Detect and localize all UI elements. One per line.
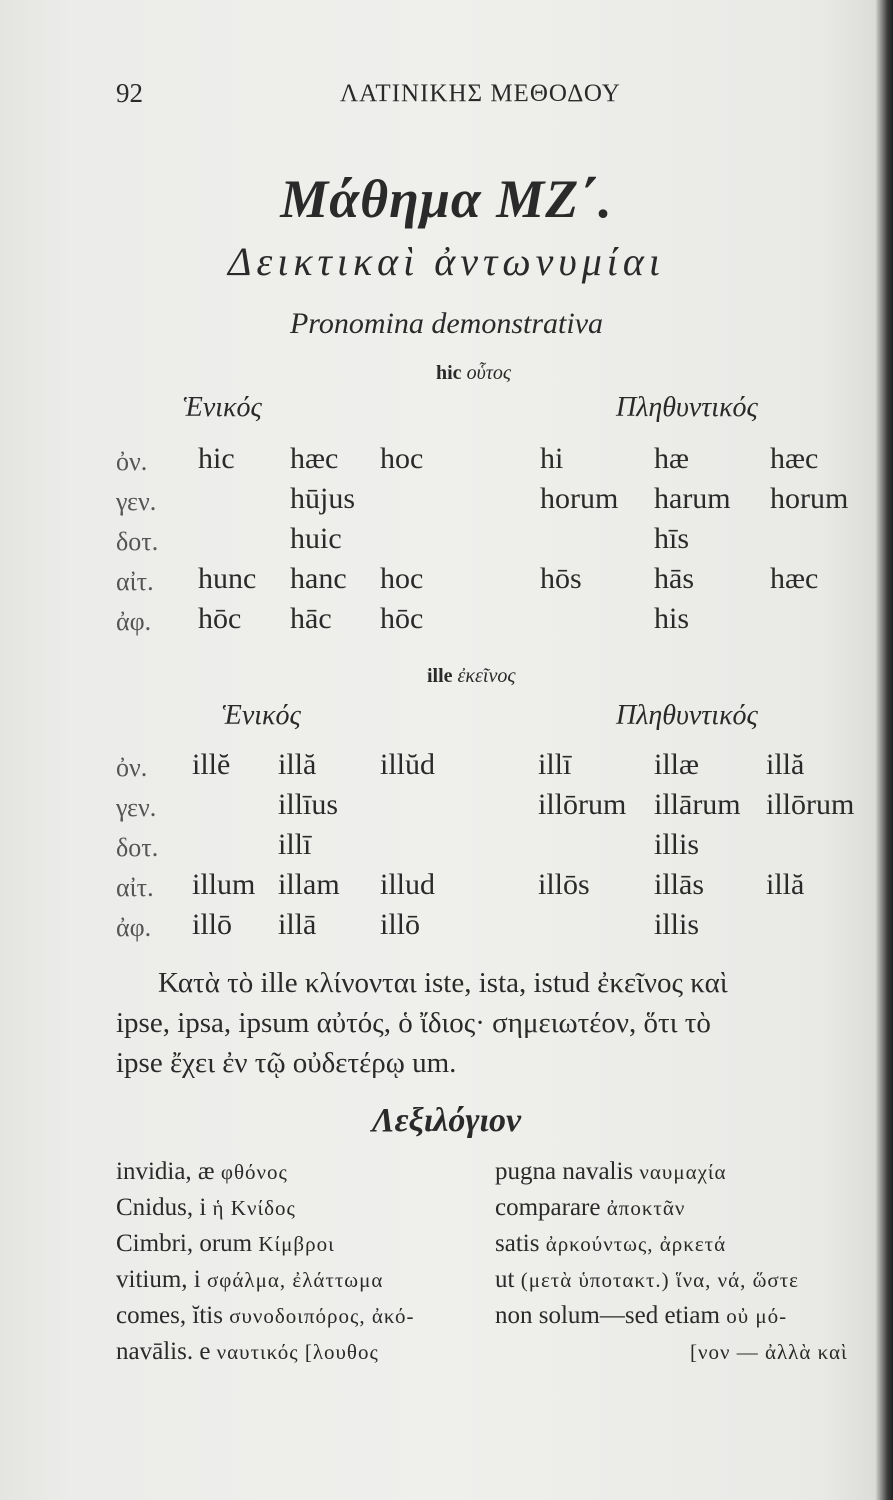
running-title: ΛΑΤΙΝΙΚΗΣ ΜΕΘΟΔΟΥ	[340, 80, 621, 107]
case-label: ὀν.	[116, 753, 148, 782]
lexicon-entry: comparare ἀποκτᾶν	[495, 1194, 686, 1221]
form-cell: hās	[654, 562, 694, 595]
lesson-title: Μάθημα ΜΖ΄.	[280, 169, 613, 229]
form-cell: illud	[380, 868, 436, 901]
case-label: δοτ.	[116, 527, 159, 556]
table-heading	[427, 665, 515, 688]
form-cell: huic	[290, 522, 342, 555]
lexicon-entry: comes, ĭtis συνοδοιπόρος, ἀκό-	[116, 1302, 415, 1329]
form-cell: illis	[654, 908, 700, 941]
lesson-subtitle: Δεικτικαὶ ἀντωνυμίαι	[227, 239, 665, 284]
table-heading-latin: hic	[436, 362, 462, 384]
form-cell: hunc	[198, 562, 257, 595]
form-cell: hōc	[198, 602, 242, 635]
case-label: αἰτ.	[116, 567, 154, 596]
lexicon-entry: vitium, i σφάλμα, ἐλάττωμα	[116, 1266, 384, 1293]
form-cell: illum	[192, 868, 256, 901]
case-label: ἀφ.	[116, 913, 152, 942]
form-cell: illī	[538, 748, 572, 781]
lexicon-entry: Cimbri, orum Κίμβροι	[116, 1230, 335, 1257]
plural-label: Πληθυντικός	[616, 700, 758, 731]
table-heading	[436, 362, 511, 385]
case-label: ἀφ.	[116, 607, 152, 636]
form-cell: hæc	[290, 442, 339, 475]
form-cell: hæc	[770, 442, 819, 475]
form-cell: illōrum	[538, 788, 627, 821]
form-cell: his	[654, 602, 690, 635]
form-cell: hic	[198, 442, 235, 475]
form-cell: illĕ	[192, 748, 231, 781]
form-cell: illō	[380, 908, 421, 941]
form-cell: hōs	[540, 562, 582, 595]
lexicon-entry: [νον — ἀλλὰ καὶ	[690, 1340, 848, 1364]
form-cell: hōc	[380, 602, 424, 635]
lexicon-heading: Λεξιλόγιον	[371, 1102, 522, 1139]
form-cell: illārum	[654, 788, 741, 821]
paragraph-line: ipse, ipsa, ipsum αὐτός, ὁ ἴδιος· σημειωτέον, ὅτι τὸ	[116, 1007, 711, 1039]
form-cell: illō	[192, 908, 233, 941]
form-cell: illam	[278, 868, 340, 901]
form-cell: horum	[770, 482, 849, 515]
form-cell: illă	[766, 748, 805, 781]
case-label: γεν.	[116, 487, 157, 516]
paragraph-line: Κατὰ τὸ ille κλίνονται iste, ista, istud ἐκεῖνος καὶ	[158, 967, 728, 999]
table-heading-greek: ἐκεῖνος	[457, 665, 516, 687]
lexicon-entry: ut (μετὰ ὑποτακτ.) ἵνα, νά, ὥστε	[495, 1266, 799, 1293]
form-cell: illă	[278, 748, 317, 781]
singular-label: Ἑνικός	[183, 392, 262, 423]
form-cell: hūjus	[290, 482, 356, 515]
case-label: γεν.	[116, 793, 157, 822]
form-cell: hoc	[380, 562, 424, 595]
form-cell: hāc	[290, 602, 332, 635]
form-cell: illās	[654, 868, 704, 901]
form-cell: hæ	[654, 442, 690, 475]
form-cell: illī	[278, 828, 312, 861]
lexicon-entry: Cnidus, i ἡ Κνίδος	[116, 1194, 296, 1221]
table-heading-greek: οὗτος	[466, 362, 512, 384]
form-cell: illŭd	[380, 748, 436, 781]
form-cell: hi	[540, 442, 564, 475]
form-cell: harum	[654, 482, 731, 515]
form-cell: illōs	[538, 868, 590, 901]
lexicon-entry: invidia, æ φθόνος	[116, 1158, 288, 1185]
lexicon-entry: satis ἀρκούντως, ἀρκετά	[495, 1230, 727, 1257]
form-cell: hæc	[770, 562, 819, 595]
form-cell: illæ	[654, 748, 700, 781]
case-label: αἰτ.	[116, 873, 154, 902]
form-cell: illă	[766, 868, 805, 901]
singular-label: Ἑνικός	[222, 700, 301, 731]
form-cell: hoc	[380, 442, 424, 475]
lexicon-entry: navālis. e ναυτικός [λουθος	[116, 1338, 379, 1365]
lexicon-entry: non solum—sed etiam οὐ μό-	[495, 1302, 788, 1329]
table-heading-latin: ille	[427, 665, 453, 687]
lesson-latin-subtitle: Pronomina demonstrativa	[289, 307, 604, 340]
form-cell: illis	[654, 828, 700, 861]
paragraph-line: ipse ἔχει ἐν τῷ οὐδετέρῳ um.	[116, 1047, 457, 1079]
form-cell: hanc	[290, 562, 347, 595]
form-cell: illōrum	[766, 788, 855, 821]
lexicon-entry: pugna navalis ναυμαχία	[495, 1158, 727, 1185]
form-cell: illā	[278, 908, 317, 941]
form-cell: hīs	[654, 522, 690, 555]
form-cell: illīus	[278, 788, 339, 821]
case-label: δοτ.	[116, 833, 159, 862]
plural-label: Πληθυντικός	[616, 392, 758, 423]
form-cell: horum	[540, 482, 619, 515]
case-label: ὀν.	[116, 447, 148, 476]
page-number: 92	[116, 78, 143, 108]
